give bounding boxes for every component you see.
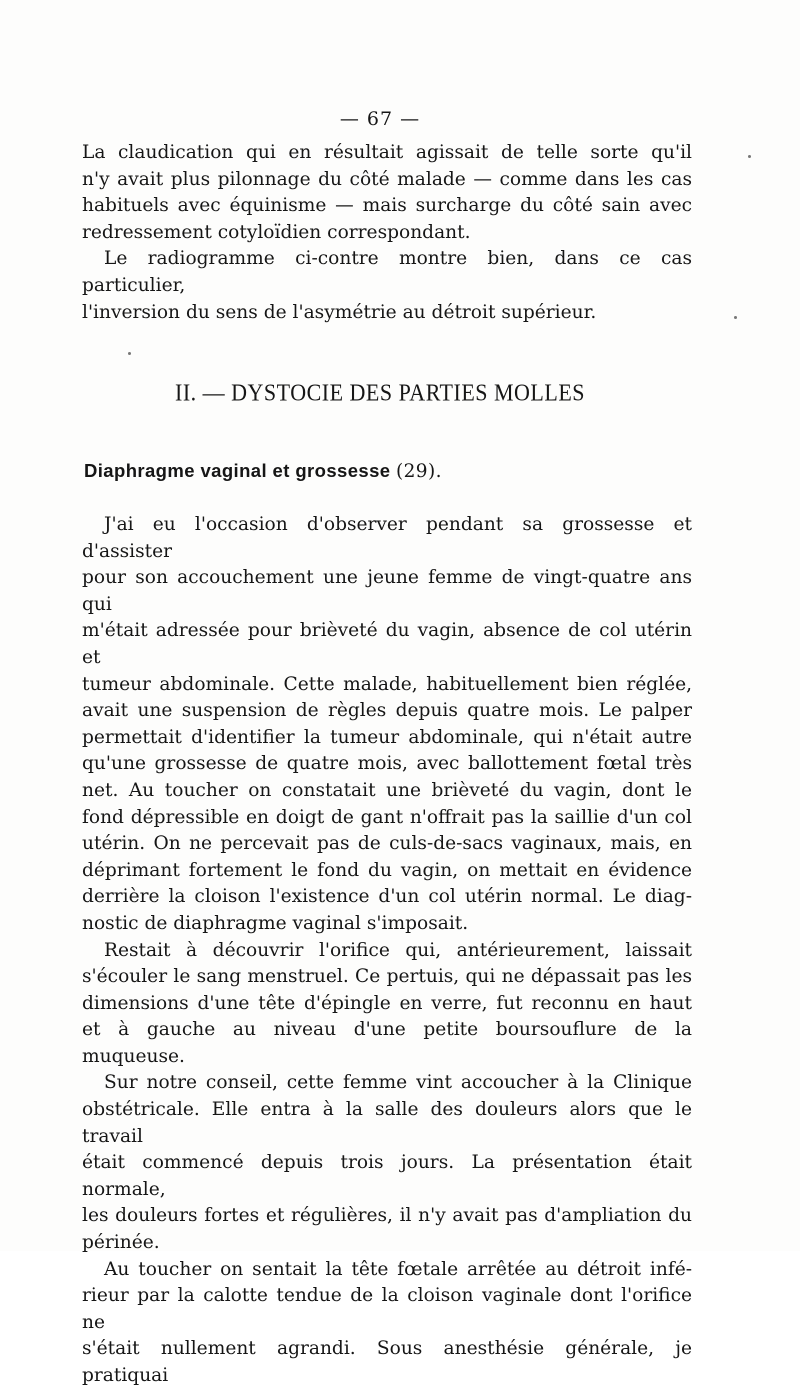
- body-text: [82, 512, 692, 1390]
- text-line: Au toucher on sentait la tête fœtale arrêtée au détroit infé-: [104, 1258, 692, 1280]
- text-line: qu'une grossesse de quatre mois, avec ballottement fœtal très: [82, 753, 692, 775]
- text-line: était commencé depuis trois jours. La présentation était normale,: [82, 1152, 692, 1200]
- intro-text: [82, 140, 692, 326]
- text-line: n'y avait plus pilonnage du côté malade — comme dans les cas: [82, 168, 692, 190]
- text-line: déprimant fortement le fond du vagin, on mettait en évidence: [82, 859, 692, 881]
- print-speck: [734, 316, 737, 319]
- reference-number: (29).: [396, 461, 442, 482]
- print-speck: [748, 155, 751, 158]
- text-line: habituels avec équinisme — mais surcharge du côté sain avec: [82, 195, 692, 217]
- text-line: J'ai eu l'occasion d'observer pendant sa grossesse et d'assister: [82, 514, 692, 562]
- text-line: s'écouler le sang menstruel. Ce pertuis, qui ne dépassait pas les: [82, 966, 692, 988]
- text-line: nostic de diaphragme vaginal s'imposait.: [82, 912, 469, 934]
- text-line: redressement cotyloïdien correspondant.: [82, 221, 471, 243]
- text-line: Le radiogramme ci-contre montre bien, dans ce cas particulier,: [82, 248, 692, 296]
- text-line: La claudication qui en résultait agissait de telle sorte qu'il: [82, 142, 692, 163]
- text-line: fond dépressible en doigt de gant n'offrait pas la saillie d'un col: [82, 806, 692, 828]
- subsection-title: [84, 460, 442, 482]
- text-line: utérin. On ne percevait pas de culs-de-sacs vaginaux, mais, en: [82, 833, 692, 855]
- text-line: avait une suspension de règles depuis quatre mois. Le palper: [82, 700, 692, 722]
- text-line: pour son accouchement une jeune femme de vingt-quatre ans qui: [82, 567, 692, 615]
- text-line: obstétricale. Elle entra à la salle des douleurs alors que le travail: [82, 1099, 692, 1147]
- page-number: — 67 —: [339, 108, 421, 130]
- text-line: rieur par la calotte tendue de la cloison vaginale dont l'orifice ne: [82, 1285, 692, 1333]
- text-line: les douleurs fortes et régulières, il n'y avait pas d'ampliation du: [82, 1205, 692, 1227]
- text-line: et à gauche au niveau d'une petite boursouflure de la muqueuse.: [82, 1019, 692, 1067]
- print-speck: [128, 352, 131, 355]
- text-line: périnée.: [82, 1232, 160, 1254]
- text-line: Sur notre conseil, cette femme vint accoucher à la Clinique: [104, 1072, 692, 1094]
- text-line: m'était adressée pour brièveté du vagin, absence de col utérin et: [82, 620, 692, 668]
- text-line: Restait à découvrir l'orifice qui, antérieurement, laissait: [104, 939, 692, 961]
- subsection-title-text: Diaphragme vaginal et grossesse: [84, 460, 397, 481]
- text-line: l'inversion du sens de l'asymétrie au détroit supérieur.: [82, 301, 597, 323]
- text-line: derrière la cloison l'existence d'un col utérin normal. Le diag-: [82, 886, 692, 908]
- section-heading: II. — DYSTOCIE DES PARTIES MOLLES: [175, 378, 585, 406]
- text-line: permettait d'identifier la tumeur abdominale, qui n'était autre: [82, 726, 692, 748]
- text-line: tumeur abdominale. Cette malade, habituellement bien réglée,: [82, 673, 692, 695]
- text-line: dimensions d'une tête d'épingle en verre, fut reconnu en haut: [82, 992, 692, 1014]
- text-line: net. Au toucher on constatait une brièveté du vagin, dont le: [82, 779, 692, 801]
- text-line: s'était nullement agrandi. Sous anesthésie générale, je pratiquai: [82, 1338, 692, 1386]
